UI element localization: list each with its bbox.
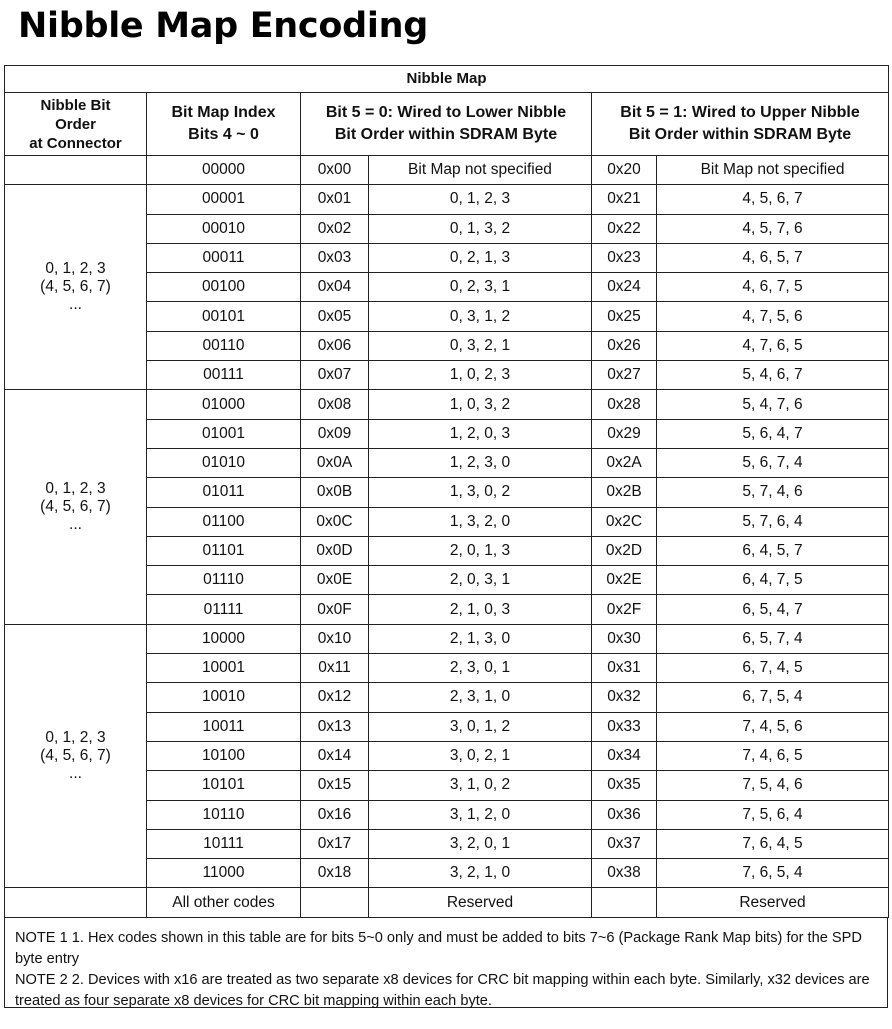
order-lower-cell: 2, 3, 0, 1 [369, 654, 592, 683]
bit-map-index-cell: 11000 [147, 859, 301, 888]
hex-upper-cell: 0x27 [592, 361, 657, 390]
hex-lower-cell: 0x05 [301, 302, 369, 331]
hex-lower-cell: 0x08 [301, 390, 369, 419]
bit-map-index-cell: 00110 [147, 331, 301, 360]
hex-lower-cell: 0x01 [301, 185, 369, 214]
hex-upper-cell: 0x25 [592, 302, 657, 331]
bit-map-index-cell: 01010 [147, 448, 301, 477]
order-upper-cell: 5, 7, 6, 4 [657, 507, 889, 536]
bit-map-index-cell: 10001 [147, 654, 301, 683]
hex-upper-cell: 0x2D [592, 536, 657, 565]
bit-map-index-cell: 10101 [147, 771, 301, 800]
bit-map-index-cell: 00001 [147, 185, 301, 214]
order-lower-cell: 3, 2, 1, 0 [369, 859, 592, 888]
order-upper-cell: 7, 5, 4, 6 [657, 771, 889, 800]
hex-lower-cell: 0x0F [301, 595, 369, 624]
bit-map-index-cell: 00010 [147, 214, 301, 243]
header-bit5-zero [301, 93, 592, 156]
order-lower-cell: 1, 0, 3, 2 [369, 390, 592, 419]
header-bit5-one-line-2: Bit Order within SDRAM Byte [628, 126, 852, 143]
order-upper-cell: 4, 5, 7, 6 [657, 214, 889, 243]
hex-upper-cell: 0x21 [592, 185, 657, 214]
order-lower-cell: 1, 3, 0, 2 [369, 478, 592, 507]
hex-upper-cell: 0x26 [592, 331, 657, 360]
order-lower-cell: 0, 2, 1, 3 [369, 243, 592, 272]
order-upper-cell: 6, 5, 4, 7 [657, 595, 889, 624]
order-upper-cell: 6, 5, 7, 4 [657, 624, 889, 653]
hex-upper-cell: 0x29 [592, 419, 657, 448]
hex-lower-cell: 0x02 [301, 214, 369, 243]
order-upper-cell: 5, 6, 7, 4 [657, 448, 889, 477]
order-lower-cell: 3, 1, 0, 2 [369, 771, 592, 800]
nibble-map-table [4, 65, 889, 918]
table-row [5, 624, 889, 653]
order-lower-cell: 2, 3, 1, 0 [369, 683, 592, 712]
order-upper-cell: 5, 4, 6, 7 [657, 361, 889, 390]
nibble-order-line: (4, 5, 6, 7) [40, 278, 111, 296]
order-lower-cell: Bit Map not specified [369, 156, 592, 185]
empty-cell [301, 888, 369, 917]
order-lower-cell: 0, 1, 2, 3 [369, 185, 592, 214]
table-caption: Nibble Map [5, 66, 889, 93]
nibble-order-line: (4, 5, 6, 7) [40, 747, 111, 765]
bit-map-index-cell: 00000 [147, 156, 301, 185]
nibble-order-line: 0, 1, 2, 3 [45, 260, 106, 278]
hex-upper-cell: 0x2F [592, 595, 657, 624]
hex-upper-cell: 0x31 [592, 654, 657, 683]
bit-map-index-cell: 01101 [147, 536, 301, 565]
table-notes [4, 918, 888, 1008]
bit-map-index-cell: 00011 [147, 243, 301, 272]
hex-upper-cell: 0x2C [592, 507, 657, 536]
hex-lower-cell: 0x12 [301, 683, 369, 712]
order-upper-cell: 5, 7, 4, 6 [657, 478, 889, 507]
header-nibble-line-2: Order [55, 115, 96, 133]
hex-upper-cell: 0x36 [592, 800, 657, 829]
order-lower-cell: 3, 1, 2, 0 [369, 800, 592, 829]
order-upper-cell: 7, 4, 5, 6 [657, 712, 889, 741]
table-row [5, 888, 889, 917]
order-lower-cell: 2, 1, 3, 0 [369, 624, 592, 653]
bit-map-index-cell: 01110 [147, 566, 301, 595]
hex-lower-cell: 0x00 [301, 156, 369, 185]
order-lower-cell: 2, 1, 0, 3 [369, 595, 592, 624]
bit-map-index-cell: 10011 [147, 712, 301, 741]
hex-upper-cell: 0x22 [592, 214, 657, 243]
order-upper-cell: 5, 4, 7, 6 [657, 390, 889, 419]
header-bit5-zero-line-2: Bit Order within SDRAM Byte [334, 126, 558, 143]
table-row [5, 156, 889, 185]
bit-map-index-cell: All other codes [147, 888, 301, 917]
hex-upper-cell: 0x2E [592, 566, 657, 595]
hex-upper-cell: 0x37 [592, 829, 657, 858]
order-lower-cell: 3, 2, 0, 1 [369, 829, 592, 858]
hex-upper-cell: 0x35 [592, 771, 657, 800]
nibble-order-line: 0, 1, 2, 3 [45, 480, 106, 498]
nibble-order-group-cell [5, 185, 147, 390]
header-index-line-1: Bit Map Index [171, 104, 276, 121]
hex-lower-cell: 0x13 [301, 712, 369, 741]
hex-lower-cell: 0x07 [301, 361, 369, 390]
order-upper-cell: 4, 6, 5, 7 [657, 243, 889, 272]
hex-upper-cell: 0x24 [592, 273, 657, 302]
hex-lower-cell: 0x0C [301, 507, 369, 536]
order-upper-cell: 7, 5, 6, 4 [657, 800, 889, 829]
note-2: NOTE 2 2. Devices with x16 are treated as two separate x8 devices for CRC bit mapping within each byte. Similarly, x32 devices are treated as four separate x8 devices for CRC bit mapping within each byte. [15, 971, 870, 1009]
order-lower-cell: Reserved [369, 888, 592, 917]
hex-lower-cell: 0x14 [301, 741, 369, 770]
hex-upper-cell: 0x28 [592, 390, 657, 419]
order-upper-cell: Reserved [657, 888, 889, 917]
order-upper-cell: 7, 6, 5, 4 [657, 859, 889, 888]
order-lower-cell: 1, 0, 2, 3 [369, 361, 592, 390]
header-index-line-2: Bits 4 ~ 0 [188, 126, 259, 143]
order-lower-cell: 1, 2, 0, 3 [369, 419, 592, 448]
order-lower-cell: 0, 3, 1, 2 [369, 302, 592, 331]
order-upper-cell: 4, 6, 7, 5 [657, 273, 889, 302]
hex-upper-cell: 0x2B [592, 478, 657, 507]
empty-cell [5, 888, 147, 917]
bit-map-index-cell: 10010 [147, 683, 301, 712]
order-lower-cell: 2, 0, 1, 3 [369, 536, 592, 565]
hex-upper-cell: 0x20 [592, 156, 657, 185]
header-bit5-zero-line-1: Bit 5 = 0: Wired to Lower Nibble [325, 104, 567, 121]
order-upper-cell: 6, 4, 5, 7 [657, 536, 889, 565]
hex-lower-cell: 0x15 [301, 771, 369, 800]
nibble-order-line: ... [69, 516, 82, 534]
nibble-order-group-cell [5, 390, 147, 624]
bit-map-index-cell: 01100 [147, 507, 301, 536]
order-upper-cell: 7, 4, 6, 5 [657, 741, 889, 770]
order-lower-cell: 1, 2, 3, 0 [369, 448, 592, 477]
hex-lower-cell: 0x06 [301, 331, 369, 360]
hex-lower-cell: 0x18 [301, 859, 369, 888]
header-bit5-one-line-1: Bit 5 = 1: Wired to Upper Nibble [620, 104, 860, 121]
bit-map-index-cell: 01000 [147, 390, 301, 419]
order-upper-cell: 4, 7, 5, 6 [657, 302, 889, 331]
bit-map-index-cell: 00101 [147, 302, 301, 331]
bit-map-index-cell: 10000 [147, 624, 301, 653]
hex-upper-cell: 0x32 [592, 683, 657, 712]
order-lower-cell: 0, 1, 3, 2 [369, 214, 592, 243]
hex-lower-cell: 0x0E [301, 566, 369, 595]
nibble-order-group-cell [5, 624, 147, 888]
order-upper-cell: 7, 6, 4, 5 [657, 829, 889, 858]
header-nibble-line-3: at Connector [29, 134, 122, 152]
hex-upper-cell: 0x38 [592, 859, 657, 888]
bit-map-index-cell: 01011 [147, 478, 301, 507]
table-row [5, 390, 889, 419]
order-lower-cell: 2, 0, 3, 1 [369, 566, 592, 595]
hex-lower-cell: 0x09 [301, 419, 369, 448]
table-body [5, 156, 889, 918]
nibble-order-line: ... [69, 296, 82, 314]
empty-cell [592, 888, 657, 917]
hex-lower-cell: 0x03 [301, 243, 369, 272]
order-lower-cell: 0, 2, 3, 1 [369, 273, 592, 302]
nibble-order-line: (4, 5, 6, 7) [40, 498, 111, 516]
order-lower-cell: 3, 0, 2, 1 [369, 741, 592, 770]
page-title: Nibble Map Encoding [18, 6, 428, 46]
order-lower-cell: 3, 0, 1, 2 [369, 712, 592, 741]
hex-lower-cell: 0x16 [301, 800, 369, 829]
hex-upper-cell: 0x2A [592, 448, 657, 477]
order-upper-cell: Bit Map not specified [657, 156, 889, 185]
hex-lower-cell: 0x04 [301, 273, 369, 302]
hex-lower-cell: 0x11 [301, 654, 369, 683]
order-upper-cell: 4, 5, 6, 7 [657, 185, 889, 214]
bit-map-index-cell: 10110 [147, 800, 301, 829]
order-upper-cell: 6, 7, 5, 4 [657, 683, 889, 712]
bit-map-index-cell: 01111 [147, 595, 301, 624]
hex-lower-cell: 0x0A [301, 448, 369, 477]
order-upper-cell: 6, 4, 7, 5 [657, 566, 889, 595]
hex-upper-cell: 0x33 [592, 712, 657, 741]
bit-map-index-cell: 10111 [147, 829, 301, 858]
order-lower-cell: 1, 3, 2, 0 [369, 507, 592, 536]
header-nibble-line-1: Nibble Bit [40, 96, 111, 114]
header-nibble-bit-order [5, 93, 147, 156]
hex-upper-cell: 0x23 [592, 243, 657, 272]
hex-lower-cell: 0x10 [301, 624, 369, 653]
note-1: NOTE 1 1. Hex codes shown in this table are for bits 5~0 only and must be added to bits 7~6 (Package Rank Map bits) for the SPD byte entry [15, 929, 862, 967]
nibble-order-line: 0, 1, 2, 3 [45, 729, 106, 747]
order-upper-cell: 4, 7, 6, 5 [657, 331, 889, 360]
nibble-map-container [4, 65, 888, 1008]
empty-cell [5, 156, 147, 185]
hex-upper-cell: 0x34 [592, 741, 657, 770]
bit-map-index-cell: 00100 [147, 273, 301, 302]
hex-lower-cell: 0x17 [301, 829, 369, 858]
hex-lower-cell: 0x0B [301, 478, 369, 507]
order-lower-cell: 0, 3, 2, 1 [369, 331, 592, 360]
nibble-order-line: ... [69, 765, 82, 783]
order-upper-cell: 5, 6, 4, 7 [657, 419, 889, 448]
bit-map-index-cell: 10100 [147, 741, 301, 770]
hex-upper-cell: 0x30 [592, 624, 657, 653]
table-row [5, 185, 889, 214]
header-bit5-one [592, 93, 889, 156]
bit-map-index-cell: 01001 [147, 419, 301, 448]
bit-map-index-cell: 00111 [147, 361, 301, 390]
order-upper-cell: 6, 7, 4, 5 [657, 654, 889, 683]
header-bit-map-index [147, 93, 301, 156]
hex-lower-cell: 0x0D [301, 536, 369, 565]
